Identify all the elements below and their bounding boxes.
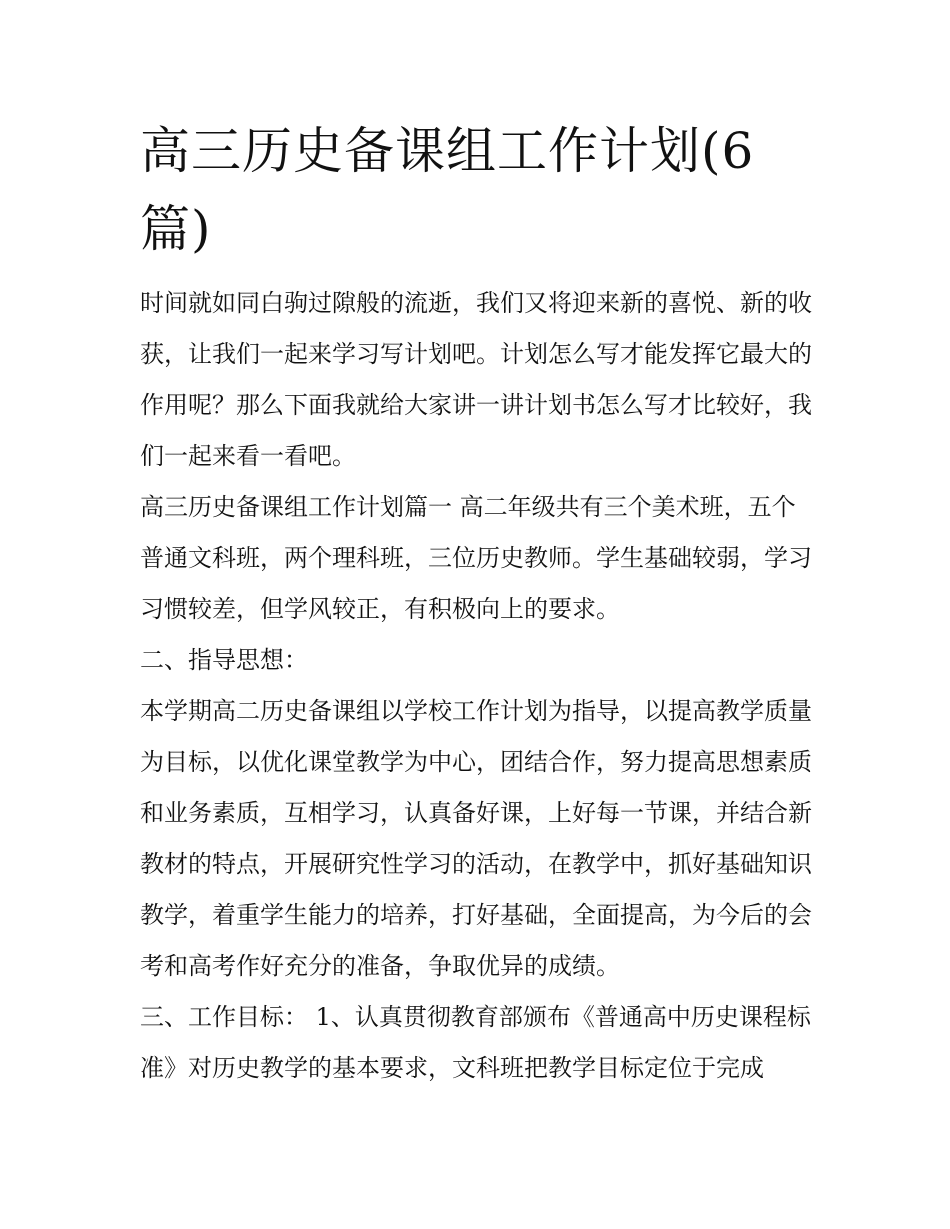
intro-paragraph: 时间就如同白驹过隙般的流逝，我们又将迎来新的喜悦、新的收获，让我们一起来学习写计划吧。计划怎么写才能发挥它最大的作用呢？那么下面我就给大家讲一讲计划书怎么写才比较好，我们一起来看一看吧。 (140, 289, 812, 470)
guiding-ideology-heading: 二、指导思想： (140, 646, 308, 674)
section-one-paragraph: 高三历史备课组工作计划篇一 高二年级共有三个美术班，五个普通文科班，两个理科班，三位历史教师。学生基础较弱，学习习惯较差，但学风较正，有积极向上的要求。 (140, 493, 812, 623)
guiding-ideology-paragraph: 本学期高二历史备课组以学校工作计划为指导，以提高教学质量为目标，以优化课堂教学为中心，团结合作，努力提高思想素质和业务素质，互相学习，认真备好课，上好每一节课，并结合新教材的特点，开展研究性学习的活动，在教学中，抓好基础知识教学，着重学生能力的培养，打好基础，全面提高，为今后的会考和高考作好充分的准备，争取优异的成绩。 (140, 697, 812, 980)
document-body (140, 278, 812, 1094)
work-goals-paragraph: 三、工作目标： 1、认真贯彻教育部颁布《普通高中历史课程标准》对历史教学的基本要求，文科班把教学目标定位于完成 (140, 1003, 811, 1082)
document-title: 高三历史备课组工作计划(6篇) (140, 122, 755, 258)
